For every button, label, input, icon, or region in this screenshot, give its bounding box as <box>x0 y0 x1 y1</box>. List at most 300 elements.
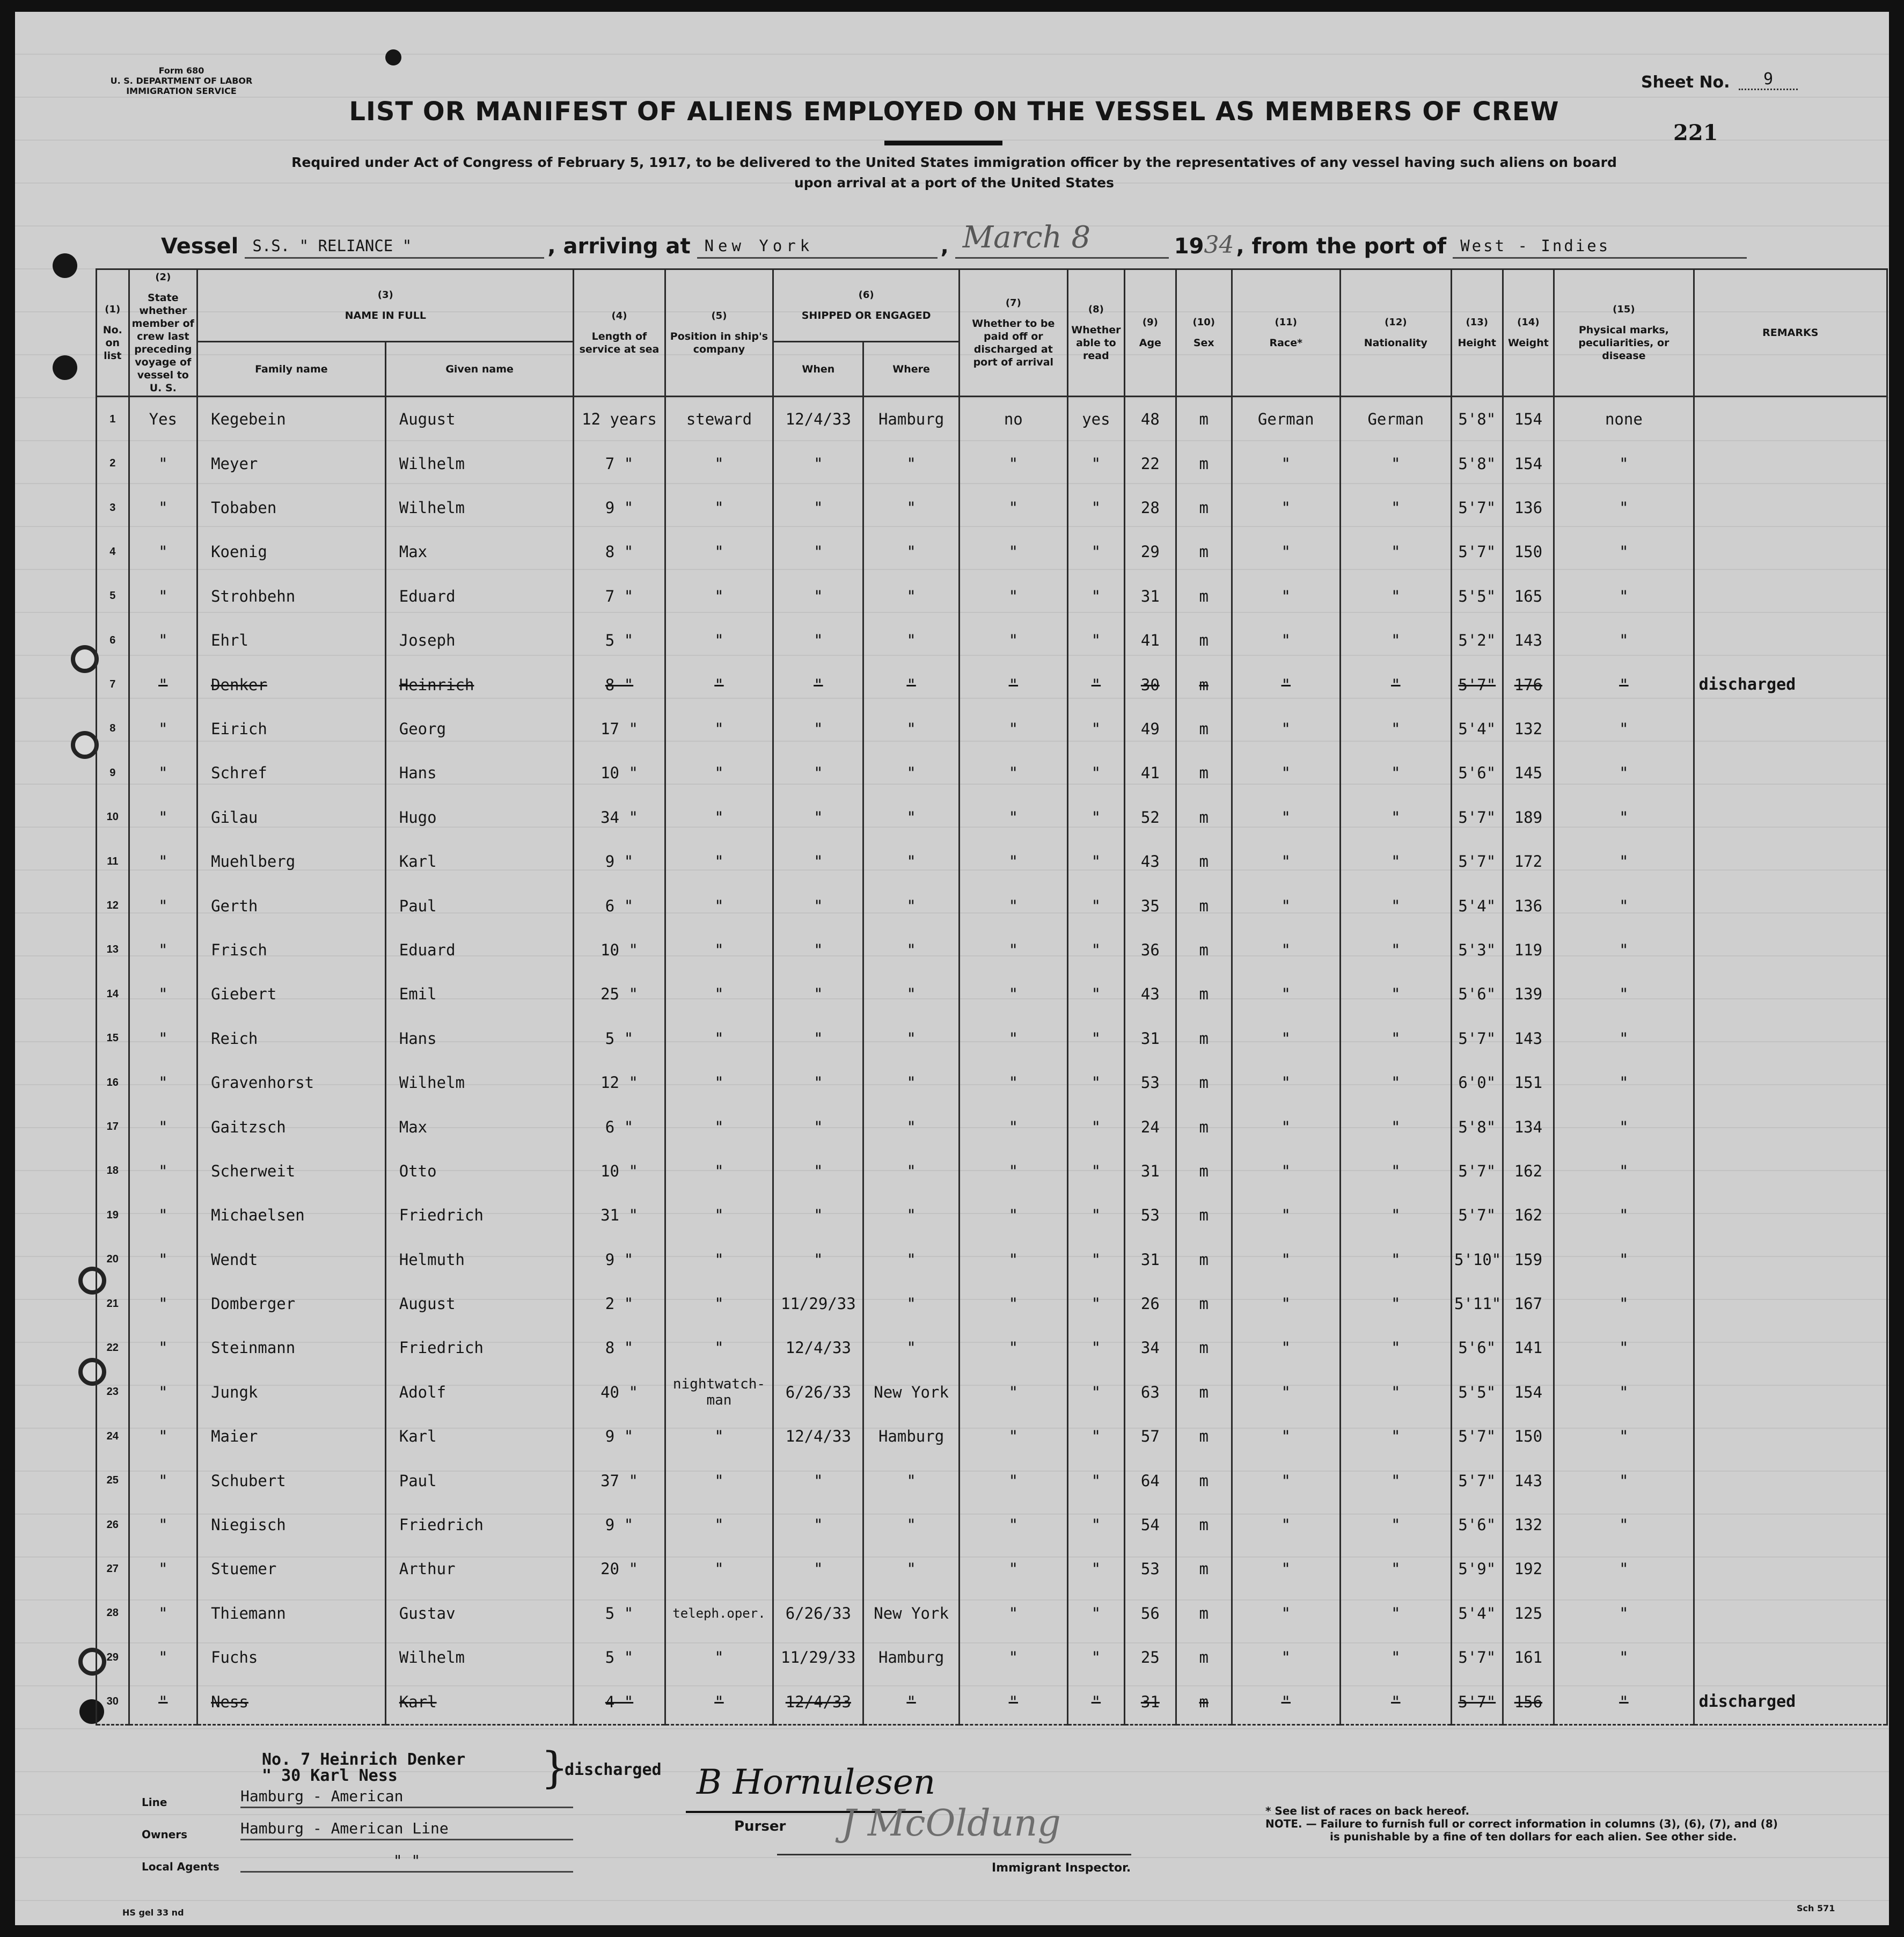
cell-sex: m <box>1176 1237 1232 1281</box>
cell-sex: m <box>1176 486 1232 530</box>
cell-no: 12 <box>97 883 129 927</box>
cell-where: " <box>863 1237 960 1281</box>
cell-marks: " <box>1554 839 1694 883</box>
cell-height: 5'8" <box>1451 397 1503 442</box>
cell-when: " <box>773 839 863 883</box>
cell-height: 5'8" <box>1451 441 1503 485</box>
cell-sex: m <box>1176 618 1232 662</box>
cell-able-read: " <box>1067 574 1124 618</box>
cell-paid-off: " <box>959 486 1067 530</box>
col-header-given-name: Given name <box>385 342 574 397</box>
agents-value: " " <box>240 1852 573 1873</box>
cell-height: 5'7" <box>1451 1635 1503 1679</box>
cell-family-name: Gravenhorst <box>197 1061 386 1105</box>
cell-last-voyage: " <box>129 839 197 883</box>
crew-row <box>97 1414 1887 1458</box>
cell-no: 21 <box>97 1282 129 1326</box>
cell-service: 4 " <box>574 1679 665 1724</box>
cell-sex: m <box>1176 839 1232 883</box>
cell-marks: " <box>1554 1149 1694 1193</box>
cell-weight: 192 <box>1503 1547 1554 1591</box>
penalty-note-2: is punishable by a fine of ten dollars for each alien. See other side. <box>1330 1830 1737 1843</box>
cell-weight: 136 <box>1503 883 1554 927</box>
cell-weight: 141 <box>1503 1326 1554 1370</box>
cell-when: " <box>773 1017 863 1061</box>
cell-family-name: Schref <box>197 751 386 795</box>
cell-service: 20 " <box>574 1547 665 1591</box>
cell-last-voyage: " <box>129 1017 197 1061</box>
cell-nationality: " <box>1340 1591 1451 1635</box>
cell-given-name: Friedrich <box>385 1193 574 1237</box>
cell-height: 5'7" <box>1451 1193 1503 1237</box>
cell-age: 56 <box>1125 1591 1176 1635</box>
crew-row <box>97 486 1887 530</box>
cell-paid-off: " <box>959 1635 1067 1679</box>
cell-nationality: " <box>1340 1193 1451 1237</box>
penalty-note-1: NOTE. — Failure to furnish full or correct information in columns (3), (6), (7), and (8) <box>1265 1817 1778 1830</box>
cell-when: " <box>773 1149 863 1193</box>
cell-no: 11 <box>97 839 129 883</box>
cell-weight: 167 <box>1503 1282 1554 1326</box>
print-code: HS gel 33 nd <box>122 1907 184 1918</box>
cell-race: " <box>1232 1458 1340 1502</box>
cell-age: 48 <box>1125 397 1176 442</box>
cell-remarks <box>1694 1282 1887 1326</box>
cell-nationality: " <box>1340 883 1451 927</box>
cell-remarks <box>1694 972 1887 1016</box>
cell-height: 6'0" <box>1451 1061 1503 1105</box>
crew-row <box>97 883 1887 927</box>
cell-weight: 150 <box>1503 1414 1554 1458</box>
cell-weight: 162 <box>1503 1193 1554 1237</box>
crew-row <box>97 1635 1887 1679</box>
cell-no: 13 <box>97 928 129 972</box>
cell-no: 29 <box>97 1635 129 1679</box>
cell-race: " <box>1232 1679 1340 1724</box>
col-header-family-name: Family name <box>197 342 386 397</box>
cell-remarks: discharged <box>1694 1679 1887 1724</box>
cell-where: Hamburg <box>863 397 960 442</box>
cell-sex: m <box>1176 1326 1232 1370</box>
cell-where: " <box>863 1193 960 1237</box>
cell-remarks <box>1694 795 1887 839</box>
cell-last-voyage: " <box>129 1105 197 1149</box>
cell-no: 18 <box>97 1149 129 1193</box>
cell-where: " <box>863 1458 960 1502</box>
cell-last-voyage: " <box>129 1458 197 1502</box>
cell-race: " <box>1232 751 1340 795</box>
cell-marks: " <box>1554 1237 1694 1281</box>
cell-paid-off: " <box>959 1503 1067 1547</box>
cell-family-name: Michaelsen <box>197 1193 386 1237</box>
cell-height: 5'3" <box>1451 928 1503 972</box>
cell-family-name: Muehlberg <box>197 839 386 883</box>
cell-nationality: " <box>1340 1547 1451 1591</box>
inspector-signature-line <box>777 1854 1131 1855</box>
cell-position: " <box>665 1414 773 1458</box>
cell-service: 10 " <box>574 751 665 795</box>
cell-no: 5 <box>97 574 129 618</box>
cell-able-read: " <box>1067 1591 1124 1635</box>
cell-last-voyage: " <box>129 1149 197 1193</box>
cell-sex: m <box>1176 397 1232 442</box>
cell-able-read: " <box>1067 1105 1124 1149</box>
cell-service: 9 " <box>574 486 665 530</box>
cell-family-name: Kegebein <box>197 397 386 442</box>
col-header-able-read: (8) Whether able to read <box>1067 269 1124 397</box>
cell-marks: " <box>1554 1017 1694 1061</box>
cell-remarks <box>1694 397 1887 442</box>
cell-race: " <box>1232 707 1340 751</box>
cell-when: 12/4/33 <box>773 1414 863 1458</box>
cell-where: " <box>863 1326 960 1370</box>
cell-nationality: " <box>1340 751 1451 795</box>
cell-last-voyage: " <box>129 1326 197 1370</box>
cell-race: " <box>1232 1149 1340 1193</box>
cell-marks: " <box>1554 972 1694 1016</box>
cell-family-name: Tobaben <box>197 486 386 530</box>
crew-table <box>96 268 1888 1726</box>
cell-marks: " <box>1554 1061 1694 1105</box>
cell-paid-off: " <box>959 530 1067 574</box>
cell-service: 10 " <box>574 1149 665 1193</box>
crew-row <box>97 441 1887 485</box>
cell-height: 5'6" <box>1451 1503 1503 1547</box>
crew-table-body <box>97 397 1887 1725</box>
cell-nationality: " <box>1340 795 1451 839</box>
cell-remarks <box>1694 441 1887 485</box>
cell-marks: " <box>1554 751 1694 795</box>
crew-row <box>97 1237 1887 1281</box>
cell-sex: m <box>1176 1591 1232 1635</box>
crew-row <box>97 618 1887 662</box>
cell-sex: m <box>1176 1547 1232 1591</box>
col-header-shipped: (6) SHIPPED OR ENGAGED <box>773 269 959 342</box>
col-header-sex: (10) Sex <box>1176 269 1232 397</box>
cell-marks: " <box>1554 1679 1694 1724</box>
cell-when: " <box>773 795 863 839</box>
discharge-note-line-1: No. 7 Heinrich Denker <box>262 1750 466 1769</box>
cell-family-name: Fuchs <box>197 1635 386 1679</box>
title-rule <box>884 141 1002 145</box>
cell-where: New York <box>863 1591 960 1635</box>
cell-when: 12/4/33 <box>773 1679 863 1724</box>
cell-weight: 143 <box>1503 1017 1554 1061</box>
cell-marks: " <box>1554 1414 1694 1458</box>
cell-no: 26 <box>97 1503 129 1547</box>
cell-age: 22 <box>1125 441 1176 485</box>
cell-where: " <box>863 883 960 927</box>
cell-able-read: " <box>1067 1635 1124 1679</box>
cell-nationality: " <box>1340 1635 1451 1679</box>
cell-where: " <box>863 1061 960 1105</box>
cell-age: 35 <box>1125 883 1176 927</box>
cell-marks: " <box>1554 795 1694 839</box>
cell-last-voyage: " <box>129 1282 197 1326</box>
cell-nationality: " <box>1340 1237 1451 1281</box>
cell-remarks <box>1694 1591 1887 1635</box>
cell-race: " <box>1232 1635 1340 1679</box>
cell-height: 5'11" <box>1451 1282 1503 1326</box>
cell-weight: 154 <box>1503 1370 1554 1414</box>
cell-weight: 156 <box>1503 1679 1554 1724</box>
crew-row <box>97 972 1887 1016</box>
col-header-race: (11) Race* <box>1232 269 1340 397</box>
cell-given-name: Paul <box>385 1458 574 1502</box>
cell-no: 15 <box>97 1017 129 1061</box>
cell-remarks <box>1694 1237 1887 1281</box>
col-header-length-service: (4) Length of service at sea <box>574 269 665 397</box>
cell-paid-off: " <box>959 1282 1067 1326</box>
cell-marks: " <box>1554 486 1694 530</box>
arriving-label: , arriving at <box>547 234 691 259</box>
cell-position: " <box>665 751 773 795</box>
cell-paid-off: " <box>959 883 1067 927</box>
cell-service: 5 " <box>574 618 665 662</box>
cell-service: 12 " <box>574 1061 665 1105</box>
cell-service: 40 " <box>574 1370 665 1414</box>
line-label: Line <box>142 1796 167 1809</box>
cell-position: nightwatch-man <box>665 1370 773 1414</box>
cell-age: 28 <box>1125 486 1176 530</box>
crew-row <box>97 1105 1887 1149</box>
cell-sex: m <box>1176 1370 1232 1414</box>
cell-family-name: Denker <box>197 662 386 706</box>
cell-given-name: Eduard <box>385 574 574 618</box>
cell-sex: m <box>1176 751 1232 795</box>
col-header-position: (5) Position in ship's company <box>665 269 773 397</box>
cell-race: " <box>1232 1547 1340 1591</box>
cell-service: 37 " <box>574 1458 665 1502</box>
cell-race: " <box>1232 1237 1340 1281</box>
cell-marks: " <box>1554 1193 1694 1237</box>
cell-when: " <box>773 928 863 972</box>
cell-sex: m <box>1176 1149 1232 1193</box>
cell-age: 24 <box>1125 1105 1176 1149</box>
cell-sex: m <box>1176 1503 1232 1547</box>
cell-family-name: Stuemer <box>197 1547 386 1591</box>
cell-nationality: " <box>1340 1414 1451 1458</box>
cell-paid-off: " <box>959 1105 1067 1149</box>
cell-able-read: " <box>1067 1326 1124 1370</box>
cell-remarks <box>1694 486 1887 530</box>
cell-when: 6/26/33 <box>773 1370 863 1414</box>
cell-age: 53 <box>1125 1061 1176 1105</box>
cell-service: 31 " <box>574 1193 665 1237</box>
cell-paid-off: " <box>959 1591 1067 1635</box>
cell-race: " <box>1232 1370 1340 1414</box>
cell-paid-off: " <box>959 1326 1067 1370</box>
punch-mark <box>385 49 401 65</box>
cell-weight: 162 <box>1503 1149 1554 1193</box>
cell-marks: " <box>1554 1326 1694 1370</box>
cell-paid-off: " <box>959 441 1067 485</box>
cell-sex: m <box>1176 530 1232 574</box>
cell-remarks <box>1694 1149 1887 1193</box>
crew-row <box>97 1149 1887 1193</box>
cell-when: " <box>773 1503 863 1547</box>
cell-height: 5'7" <box>1451 1149 1503 1193</box>
cell-paid-off: " <box>959 618 1067 662</box>
subtitle-line-2: upon arrival at a port of the United States <box>794 175 1114 191</box>
page-title: LIST OR MANIFEST OF ALIENS EMPLOYED ON THE VESSEL AS MEMBERS OF CREW <box>349 97 1559 127</box>
vessel-name: S.S. " RELIANCE " <box>245 237 544 259</box>
cell-nationality: " <box>1340 972 1451 1016</box>
cell-race: " <box>1232 1414 1340 1458</box>
cell-paid-off: " <box>959 1193 1067 1237</box>
cell-nationality: German <box>1340 397 1451 442</box>
cell-last-voyage: " <box>129 972 197 1016</box>
cell-when: " <box>773 618 863 662</box>
cell-position: " <box>665 1017 773 1061</box>
cell-race: " <box>1232 1017 1340 1061</box>
cell-remarks <box>1694 530 1887 574</box>
line-value: Hamburg - American <box>240 1787 573 1808</box>
cell-where: " <box>863 574 960 618</box>
cell-nationality: " <box>1340 1017 1451 1061</box>
cell-given-name: Max <box>385 530 574 574</box>
departure-port: West - Indies <box>1453 237 1747 259</box>
cell-when: " <box>773 486 863 530</box>
cell-when: " <box>773 1237 863 1281</box>
schedule-code: Sch 571 <box>1797 1903 1835 1913</box>
cell-race: German <box>1232 397 1340 442</box>
cell-family-name: Jungk <box>197 1370 386 1414</box>
cell-position: " <box>665 1458 773 1502</box>
cell-no: 22 <box>97 1326 129 1370</box>
cell-given-name: Friedrich <box>385 1503 574 1547</box>
cell-when: " <box>773 441 863 485</box>
cell-position: " <box>665 1149 773 1193</box>
cell-no: 23 <box>97 1370 129 1414</box>
cell-able-read: " <box>1067 839 1124 883</box>
cell-when: " <box>773 1105 863 1149</box>
cell-given-name: Emil <box>385 972 574 1016</box>
cell-service: 7 " <box>574 574 665 618</box>
cell-race: " <box>1232 1591 1340 1635</box>
cell-given-name: Wilhelm <box>385 1635 574 1679</box>
cell-weight: 151 <box>1503 1061 1554 1105</box>
cell-given-name: Wilhelm <box>385 1061 574 1105</box>
cell-given-name: Max <box>385 1105 574 1149</box>
cell-no: 28 <box>97 1591 129 1635</box>
cell-height: 5'5" <box>1451 1370 1503 1414</box>
cell-position: " <box>665 1237 773 1281</box>
from-label: , from the port of <box>1236 234 1447 259</box>
cell-where: " <box>863 486 960 530</box>
purser-label: Purser <box>734 1818 786 1834</box>
cell-nationality: " <box>1340 1370 1451 1414</box>
cell-last-voyage: Yes <box>129 397 197 442</box>
cell-given-name: August <box>385 397 574 442</box>
cell-race: " <box>1232 928 1340 972</box>
cell-position: " <box>665 707 773 751</box>
crew-row <box>97 1547 1887 1591</box>
form-number: Form 680 <box>158 65 204 76</box>
cell-position: " <box>665 1635 773 1679</box>
col-header-age: (9) Age <box>1125 269 1176 397</box>
cell-given-name: Joseph <box>385 618 574 662</box>
crew-row <box>97 1370 1887 1414</box>
cell-able-read: " <box>1067 1503 1124 1547</box>
cell-position: " <box>665 1061 773 1105</box>
cell-weight: 189 <box>1503 795 1554 839</box>
cell-no: 1 <box>97 397 129 442</box>
cell-paid-off: " <box>959 928 1067 972</box>
cell-nationality: " <box>1340 1105 1451 1149</box>
cell-sex: m <box>1176 883 1232 927</box>
cell-height: 5'8" <box>1451 1105 1503 1149</box>
col-header-physical-marks: (15) Physical marks, peculiarities, or disease <box>1554 269 1694 397</box>
cell-given-name: Karl <box>385 839 574 883</box>
cell-service: 9 " <box>574 839 665 883</box>
cell-paid-off: " <box>959 574 1067 618</box>
cell-last-voyage: " <box>129 662 197 706</box>
cell-family-name: Frisch <box>197 928 386 972</box>
cell-sex: m <box>1176 1105 1232 1149</box>
cell-sex: m <box>1176 1679 1232 1724</box>
cell-marks: " <box>1554 1591 1694 1635</box>
cell-marks: " <box>1554 662 1694 706</box>
cell-remarks <box>1694 1414 1887 1458</box>
cell-age: 31 <box>1125 1237 1176 1281</box>
cell-remarks <box>1694 928 1887 972</box>
cell-given-name: Hans <box>385 1017 574 1061</box>
cell-weight: 150 <box>1503 530 1554 574</box>
cell-service: 10 " <box>574 928 665 972</box>
cell-given-name: Arthur <box>385 1547 574 1591</box>
cell-weight: 136 <box>1503 486 1554 530</box>
cell-able-read: yes <box>1067 397 1124 442</box>
cell-race: " <box>1232 441 1340 485</box>
cell-remarks <box>1694 751 1887 795</box>
cell-marks: none <box>1554 397 1694 442</box>
cell-where: " <box>863 972 960 1016</box>
cell-able-read: " <box>1067 1193 1124 1237</box>
cell-given-name: August <box>385 1282 574 1326</box>
cell-where: Hamburg <box>863 1635 960 1679</box>
cell-able-read: " <box>1067 751 1124 795</box>
cell-last-voyage: " <box>129 1679 197 1724</box>
cell-when: 12/4/33 <box>773 397 863 442</box>
cell-able-read: " <box>1067 1679 1124 1724</box>
cell-no: 27 <box>97 1547 129 1591</box>
arrival-port: New York <box>697 237 938 259</box>
cell-when: " <box>773 751 863 795</box>
note-brace: } <box>541 1743 568 1793</box>
cell-service: 5 " <box>574 1635 665 1679</box>
cell-where: " <box>863 662 960 706</box>
cell-paid-off: " <box>959 751 1067 795</box>
cell-age: 29 <box>1125 530 1176 574</box>
crew-row <box>97 839 1887 883</box>
cell-family-name: Maier <box>197 1414 386 1458</box>
cell-age: 52 <box>1125 795 1176 839</box>
cell-where: " <box>863 751 960 795</box>
col-header-nationality: (12) Nationality <box>1340 269 1451 397</box>
cell-height: 5'7" <box>1451 839 1503 883</box>
col-header-remarks: REMARKS <box>1694 269 1887 397</box>
cell-when: " <box>773 530 863 574</box>
crew-row <box>97 530 1887 574</box>
cell-no: 24 <box>97 1414 129 1458</box>
form-department: U. S. DEPARTMENT OF LABOR <box>110 76 253 86</box>
cell-nationality: " <box>1340 1503 1451 1547</box>
cell-family-name: Meyer <box>197 441 386 485</box>
cell-service: 7 " <box>574 441 665 485</box>
cell-sex: m <box>1176 1458 1232 1502</box>
cell-last-voyage: " <box>129 1237 197 1281</box>
